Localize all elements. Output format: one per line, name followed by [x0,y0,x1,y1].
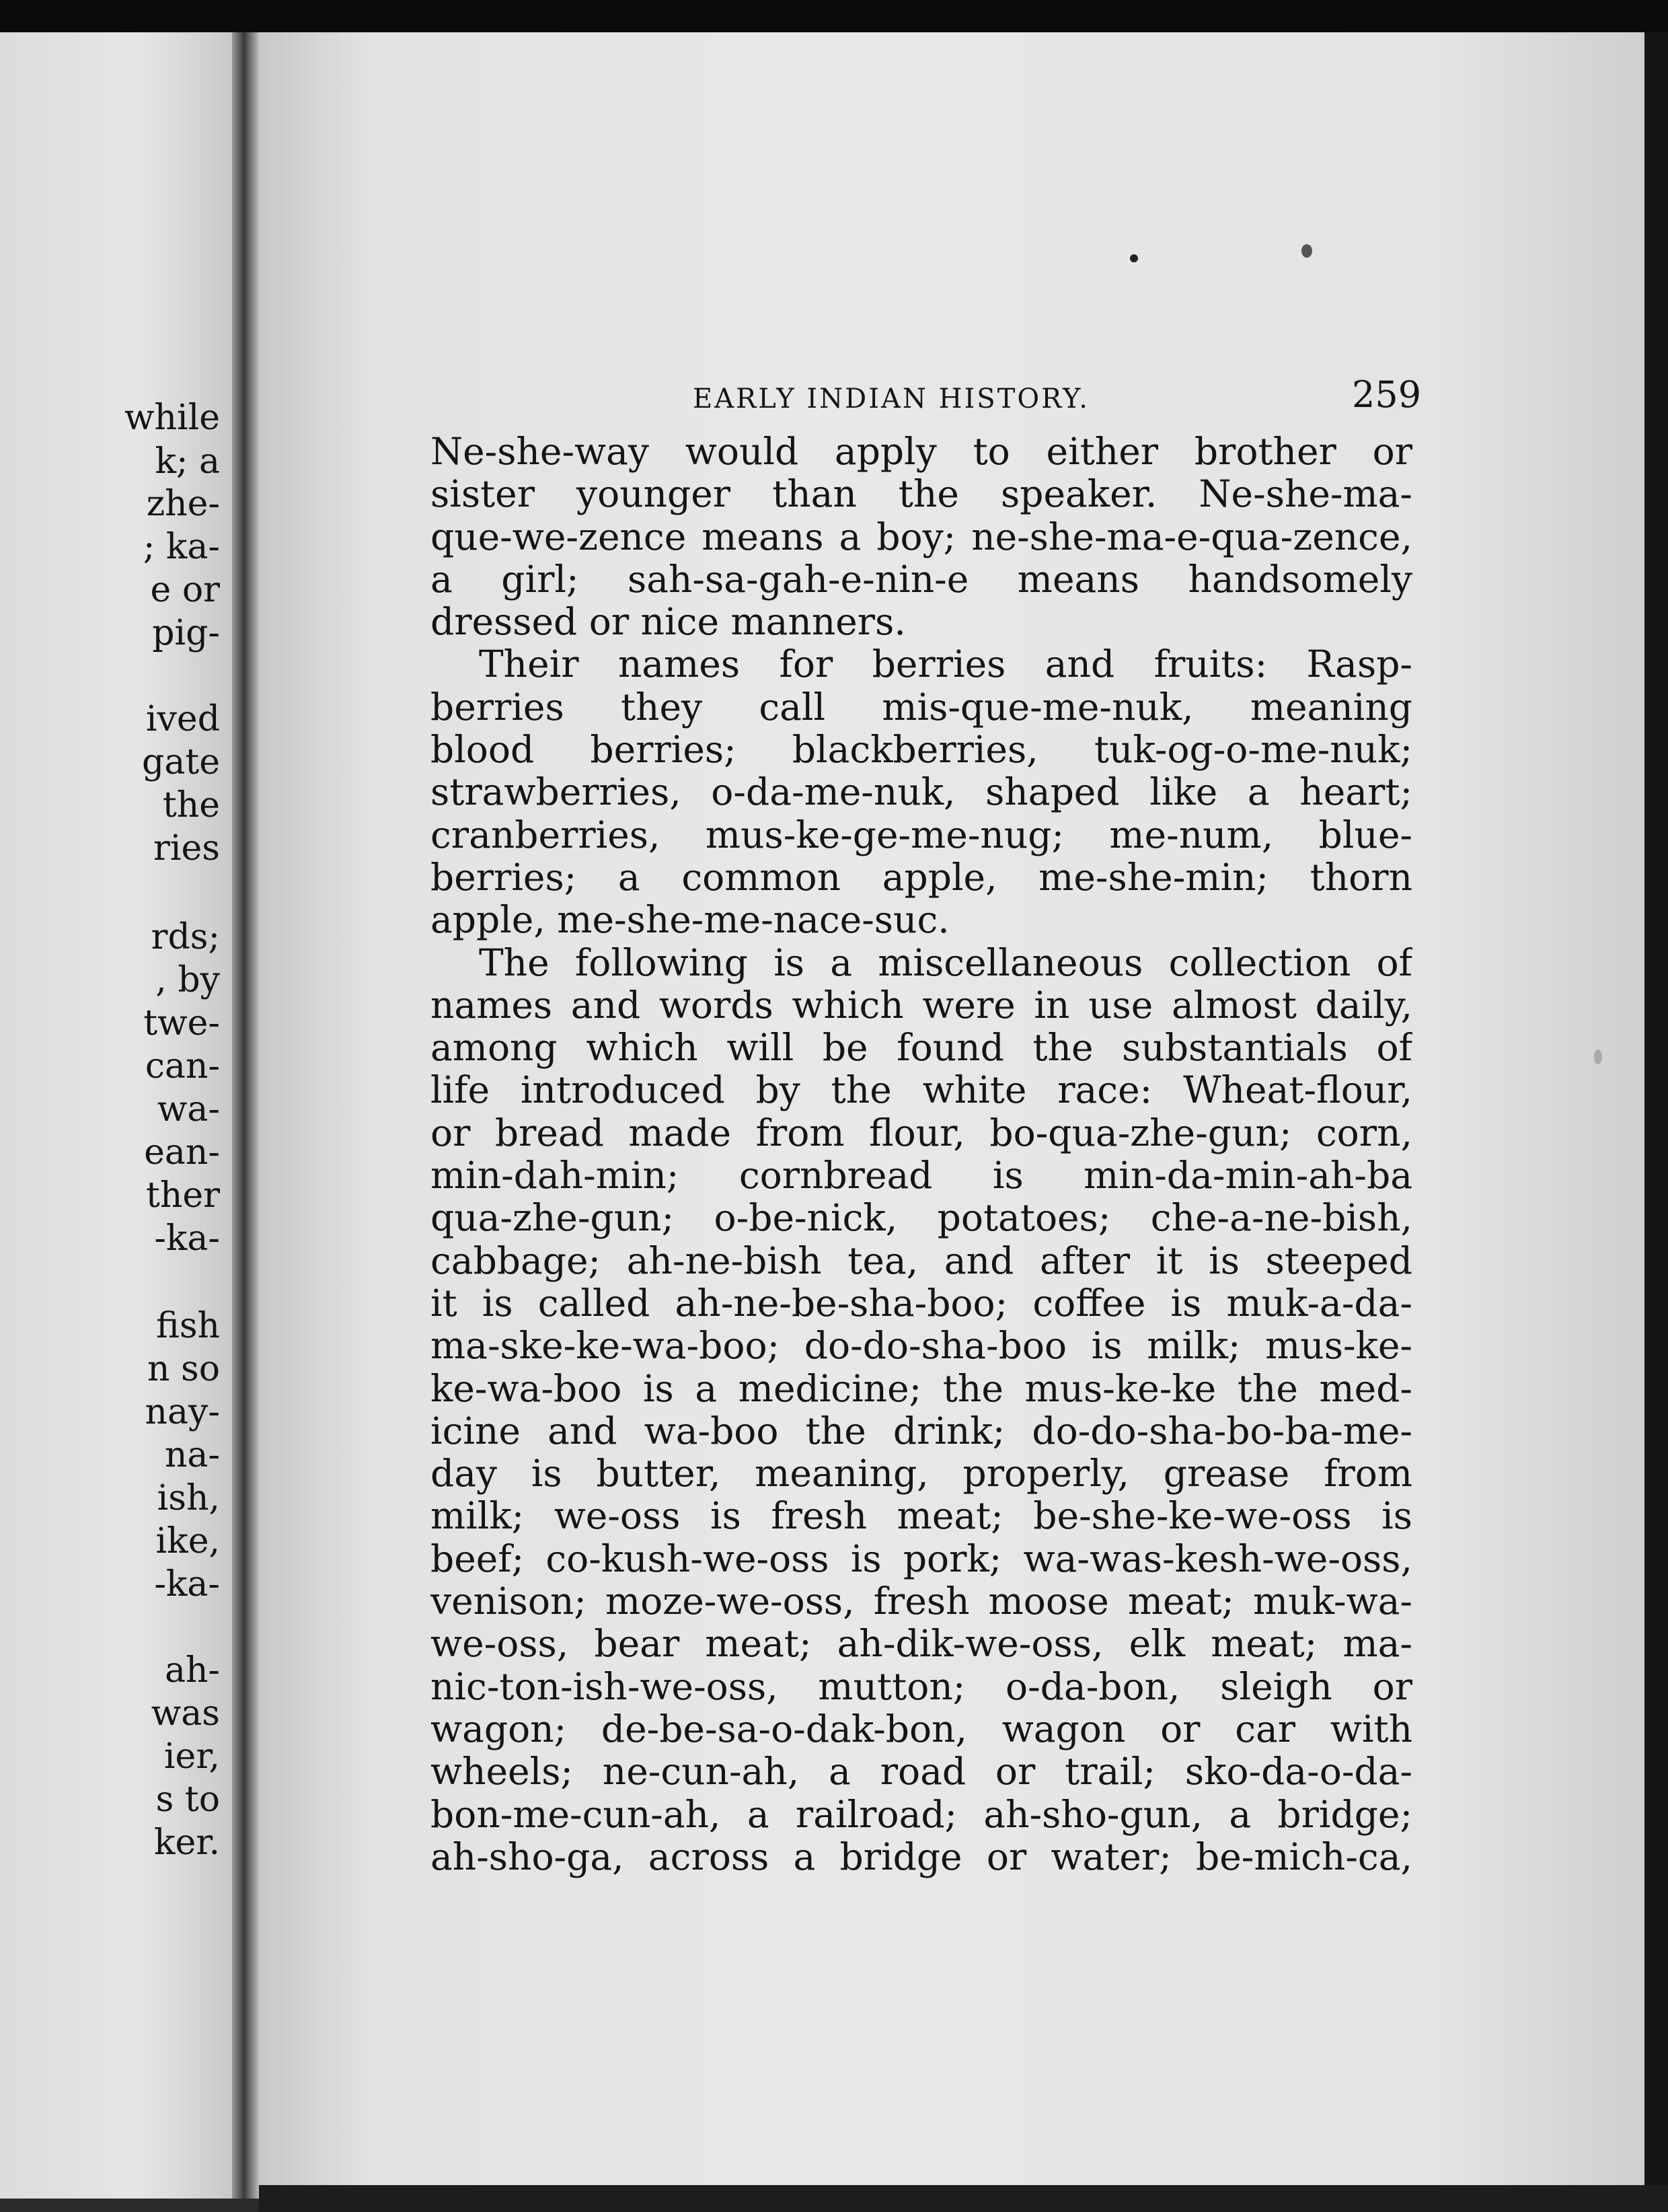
text-line: berries; a common apple, me-she-min; thorn [430,856,1412,899]
previous-page-line-fragment: nay- [145,1392,220,1432]
previous-page-line-fragment: ived [145,699,220,739]
text-line: qua-zhe-gun; o-be-nick, potatoes; che-a-ne-bish, [430,1197,1412,1240]
previous-page-line-fragment: twe- [143,1003,220,1043]
text-line: wheels; ne-cun-ah, a road or trail; sko-da-o-da- [430,1750,1412,1794]
text-line: min-dah-min; cornbread is min-da-min-ah-ba [430,1154,1412,1197]
previous-page-line-fragment: gate [142,742,220,782]
text-line: ah-sho-ga, across a bridge or water; be-mich-ca, [430,1835,1412,1878]
text-line: icine and wa-boo the drink; do-do-sha-bo-ba-me- [430,1409,1412,1452]
previous-page-line-fragment: ish, [157,1478,220,1518]
previous-page-line-fragment: while [124,398,220,438]
text-line: cranberries, mus-ke-ge-me-nug; me-num, blue- [430,813,1412,856]
previous-page-line-fragment: ries [153,828,220,869]
previous-page-line-fragment: , by [155,960,220,1000]
text-line: Their names for berries and fruits: Rasp- [479,643,1412,686]
scan-right-border [1644,32,1668,2212]
text-line: bon-me-cun-ah, a railroad; ah-sho-gun, a bridge; [430,1793,1412,1836]
previous-page-line-fragment: ther [145,1175,220,1216]
text-line: dressed or nice manners. [430,601,906,644]
previous-page-line-fragment: can- [145,1046,220,1086]
text-line: wagon; de-be-sa-o-dak-bon, wagon or car with [430,1707,1412,1750]
text-line: or bread made from flour, bo-qua-zhe-gun; corn, [430,1111,1412,1154]
text-line: ma-ske-ke-wa-boo; do-do-sha-boo is milk; mus-ke- [430,1325,1412,1368]
previous-page-line-fragment: -ka- [154,1564,220,1605]
text-line: The following is a miscellaneous collection of [479,941,1412,984]
previous-page-line-fragment: zhe- [146,484,220,524]
text-line: sister younger than the speaker. Ne-she-ma- [430,473,1412,516]
text-line: among which will be found the substantials of [430,1027,1412,1070]
previous-page-line-fragment: n so [147,1349,220,1389]
text-line: beef; co-kush-we-oss is pork; wa-was-kesh-we-oss, [430,1537,1412,1580]
scan-bottom-border [259,2185,1668,2212]
scan-top-border [0,0,1668,32]
previous-page-line-fragment: ah- [164,1650,220,1691]
previous-page-line-fragment: was [151,1693,220,1734]
text-line: que-we-zence means a boy; ne-she-ma-e-qua-zence, [430,515,1412,558]
text-line: apple, me-she-me-nace-suc. [430,899,950,942]
previous-page-line-fragment: ; ka- [143,527,220,567]
text-line: it is called ah-ne-be-sha-boo; coffee is muk-a-da- [430,1282,1412,1325]
text-line: milk; we-oss is fresh meat; be-she-ke-we-oss is [430,1495,1412,1538]
previous-page-line-fragment: ean- [144,1132,220,1173]
text-line: nic-ton-ish-we-oss, mutton; o-da-bon, sleigh or [430,1665,1412,1708]
book-gutter [232,32,259,2199]
running-head: EARLY INDIAN HISTORY. [693,383,1090,414]
previous-page-line-fragment: pig- [152,613,220,653]
previous-page-line-fragment: fish [156,1306,220,1346]
ink-speck [1301,244,1312,258]
text-line: we-oss, bear meat; ah-dik-we-oss, elk meat; ma- [430,1623,1412,1666]
previous-page-line-fragment: wa- [157,1089,220,1130]
page-number: 259 [1352,373,1422,416]
text-line: strawberries, o-da-me-nuk, shaped like a heart; [430,771,1412,814]
text-line: names and words which were in use almost daily, [430,984,1412,1027]
previous-page-line-fragment: s to [155,1779,220,1820]
previous-page-fragment [0,32,232,2199]
previous-page-line-fragment: the [162,785,220,825]
text-line: day is butter, meaning, properly, grease from [430,1452,1412,1496]
ink-speck [1594,1049,1602,1064]
text-line: a girl; sah-sa-gah-e-nin-e means handsomely [430,558,1412,601]
paragraph [430,942,1412,1879]
previous-page-line-fragment: na- [164,1435,220,1475]
ink-speck [1130,254,1138,262]
previous-page-line-fragment: ker. [154,1822,220,1863]
previous-page-line-fragment: ike, [155,1521,220,1561]
text-line: venison; moze-we-oss, fresh moose meat; muk-wa- [430,1580,1412,1623]
previous-page-line-fragment: e or [150,570,220,610]
previous-page-line-fragment: rds; [151,917,220,957]
previous-page-line-fragment: ier, [163,1736,220,1777]
text-line: cabbage; ah-ne-bish tea, and after it is steeped [430,1239,1412,1282]
text-line: life introduced by the white race: Wheat-flour, [430,1069,1412,1112]
text-line: ke-wa-boo is a medicine; the mus-ke-ke the med- [430,1367,1412,1410]
previous-page-line-fragment: -ka- [154,1218,220,1259]
text-line: Ne-she-way would apply to either brother or [430,431,1412,473]
paragraph [430,431,1412,643]
text-line: blood berries; blackberries, tuk-og-o-me-nuk; [430,729,1412,772]
previous-page-line-fragment: k; a [155,441,220,482]
body-text [430,431,1412,1878]
text-line: berries they call mis-que-me-nuk, meaning [430,686,1412,729]
paragraph [430,643,1412,941]
